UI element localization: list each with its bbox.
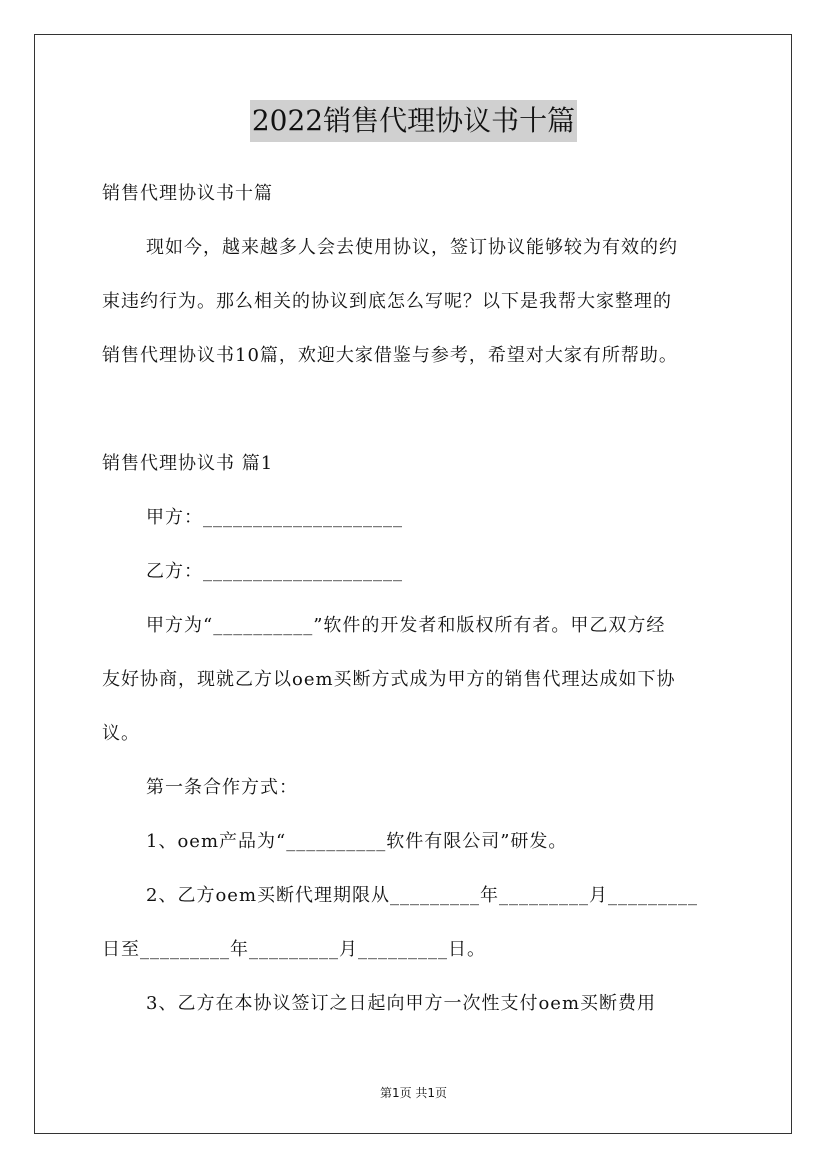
paragraph-line: 甲方为“__________”软件的开发者和版权所有者。甲乙双方经: [146, 615, 666, 636]
document-title: 2022销售代理协议书十篇: [250, 100, 577, 142]
paragraph-line: 销售代理协议书10篇，欢迎大家借鉴与参考，希望对大家有所帮助。: [102, 345, 678, 366]
party-b-line: 乙方：____________________: [146, 561, 403, 582]
paragraph-line: 束违约行为。那么相关的协议到底怎么写呢？以下是我帮大家整理的: [102, 291, 672, 312]
clause-line: 日至_________年_________月_________日。: [102, 939, 486, 960]
clause-line: 3、乙方在本协议签订之日起向甲方一次性支付oem买断费用: [146, 993, 657, 1014]
party-a-line: 甲方：____________________: [146, 507, 403, 528]
paragraph-line: 友好协商，现就乙方以oem买断方式成为甲方的销售代理达成如下协: [102, 669, 676, 690]
clause-line: 1、oem产品为“__________软件有限公司”研发。: [146, 831, 568, 852]
paragraph-line: 议。: [102, 723, 140, 744]
article-heading: 第一条合作方式：: [146, 777, 298, 798]
page-footer: 第1页 共1页: [379, 1086, 448, 1100]
section-heading: 销售代理协议书 篇1: [102, 453, 274, 474]
clause-line: 2、乙方oem买断代理期限从_________年_________月_________: [146, 885, 699, 906]
paragraph-line: 现如今，越来越多人会去使用协议，签订协议能够较为有效的约: [146, 237, 678, 258]
subtitle: 销售代理协议书十篇: [102, 183, 273, 204]
